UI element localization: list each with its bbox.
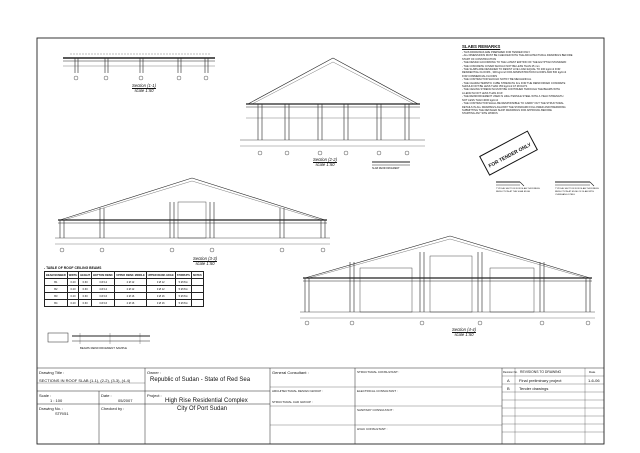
table-cell: 0.60 [79, 286, 92, 293]
slab-remark-line: NOT LESS THAN 4000 kg/cm2 [462, 98, 499, 102]
revision-text: Tender drawings [519, 386, 549, 391]
revision-date: 1-6-06 [588, 378, 600, 383]
slab-remarks-heading: SLABS REMARKS [462, 44, 501, 49]
roof-beam-table-header-cell: STIRRUPS [176, 273, 190, 277]
section-2-2-scale: scale 1:50 [315, 162, 335, 167]
table-row [45, 279, 204, 286]
section-4-4-label: Section (4-4) [452, 327, 476, 332]
revision-no: A [507, 378, 510, 383]
detail-2-caption: TYPICAL SECTION FOR SLAB THICKNESS REDUCTION AT EDGE OF SLAB WITH OVERHANG STEEL [555, 188, 599, 196]
table-cell: 3 Ø 12 [92, 279, 115, 286]
drawing-no-value: STR/51 [55, 411, 69, 416]
table-cell: B4 [45, 300, 68, 307]
table-row [45, 300, 204, 307]
project-line-2: City Of Port Sudan [177, 406, 228, 412]
table-cell: 5 Ø 8/m [175, 300, 191, 307]
table-cell: B3 [45, 293, 68, 300]
section-3-3-label: Section (3-3) [193, 256, 217, 261]
checked-by-label: Checked by : [101, 406, 125, 411]
table-cell: 0.20 [67, 293, 79, 300]
roof-beam-table-header-cell: BOTTOM REINF. [93, 273, 114, 277]
section-1-1-title [132, 83, 156, 93]
slab-reinforcement-label: SLAB REINFORCEMENT [372, 167, 400, 170]
section-4-4-scale: scale 1:50 [454, 332, 474, 337]
table-cell: 0.60 [79, 279, 92, 286]
section-2-2-label: Section (2-2) [313, 157, 337, 162]
slab-remark-line: - THE SLABS ARE DESIGNED TO RESIST LIVE LOAD EQUAL TO 200 kg/cm2 FOR [462, 68, 561, 72]
slab-remark-line: SHOULD NOT BE LESS THAN 350 kg/cm2 AT 28 DAYS [462, 85, 528, 89]
drawing-no-label: Drawing No. : [39, 406, 64, 411]
beam-sample-label: BEAMS REINFORCEMENT SAMPLE [80, 346, 128, 350]
revision-date-header: Date [589, 370, 596, 374]
roof-beam-table-header-cell: NOTES [192, 273, 202, 277]
architectural-group-label: ARCHITECTURAL DESIGN GROUP : [272, 389, 323, 393]
general-consultant-label: General Consultant : [272, 370, 309, 375]
date-label: Date : [101, 393, 112, 398]
table-cell: 5 Ø 8/m [175, 279, 191, 286]
table-cell: B2 [45, 286, 68, 293]
slab-remark-line: - THE DESIGN ACCORDING TO THE LATEST EDITION OF THE EGYPTIAN STANDARD [462, 61, 567, 65]
roof-beam-table-header [45, 272, 204, 279]
hvac-consultant-label: HVAC CONSULTANT : [357, 427, 388, 431]
slab-remarks-list [462, 51, 572, 116]
slab-remarks [462, 44, 572, 116]
table-cell: 3 Ø 16 [146, 300, 175, 307]
table-cell [191, 300, 203, 307]
date-value: 05/2007 [118, 398, 133, 403]
revision-no-header: Revision No. [503, 371, 518, 374]
structural-cad-group-label: STRUCTURAL CAD GROUP : [272, 400, 313, 404]
table-cell: 2 Ø 16 [115, 300, 147, 307]
slab-remark-line: - THE CHARACTERISTIC CUBE STRENGTH Fcu FOR THE REINFORCED CONCRETE [462, 81, 566, 85]
table-cell: 0.20 [67, 279, 79, 286]
slab-remark-line: - THE CEILING STRENGTH MUST BE CONTINUED THROUGH THE BEAMS WITH [462, 88, 560, 92]
slab-remark-line: RESIDENTIAL FLOORS , 300 kg/cm2 FOR ADMINISTRATION FLOORS AND 500 kg/cm2 [462, 71, 567, 75]
slab-remark-line: STARTING ANY SITE WORKS [462, 112, 498, 116]
roof-beam-table-header-cell: BEAM NUMBER [46, 273, 66, 277]
scale-value: 1 : 100 [50, 398, 63, 403]
table-cell: 5 Ø 8/m [175, 286, 191, 293]
roof-beam-table-header-cell: WIDTH [68, 273, 78, 277]
slab-remark-line: - ALL DIMENSIONS MUST BE CHECKED WITH THE ARCHITECTURAL DRAWINGS BEFORE [462, 54, 573, 58]
table-cell: 0.20 [67, 300, 79, 307]
roof-beam-table [44, 266, 204, 307]
slab-remark-line: - THE REINFORCEMENT USED IS HIGH TENSILE STEEL WITH A YIELD STRENGTH [462, 95, 564, 99]
slab-remark-line: - THE CONCRETE COVER SHOULD NOT BE LESS THAN 25 mm [462, 64, 540, 68]
slab-remark-line: SUBMITTING THE DETAILED SHOP DRAWINGS FOR APPROVAL BEFORE [462, 108, 552, 112]
tender-stamp-text: FOR TENDER ONLY [487, 141, 533, 170]
structural-consultant-label: STRUCTURAL CONSULTANT : [357, 370, 400, 374]
drawing-title-label: Drawing Title : [39, 370, 65, 375]
table-cell [191, 279, 203, 286]
table-cell: B1 [45, 279, 68, 286]
owner-label: Owner : [147, 370, 162, 375]
table-cell: 3 Ø 16 [92, 293, 115, 300]
table-cell: 3 Ø 16 [146, 293, 175, 300]
table-cell: 4 Ø 12 [92, 286, 115, 293]
section-4-4-title [452, 327, 476, 337]
section-1-1-scale: scale 1:50 [134, 88, 154, 93]
table-cell: 0.20 [67, 286, 79, 293]
owner-value: Republic of Sudan - State of Red Sea [150, 377, 251, 383]
table-cell: 2 Ø 12 [115, 279, 147, 286]
roof-beam-table-grid [44, 271, 204, 307]
slab-remark-line: - THIS DRAWINGS ARE PREPARED FOR TENDER ONLY [462, 51, 531, 54]
slab-remark-line: - THE CONTRACTOR SHALL BE RESPONSIBLE TO CARRY OUT THE STRUCTURAL [462, 102, 564, 106]
roof-beam-table-header-cell: UPPER REINF. EDGE [147, 273, 174, 277]
roof-beam-table-header-cell: UPPER REINF. MIDDLE [116, 273, 145, 277]
table-cell [191, 286, 203, 293]
table-cell: 2 Ø 16 [115, 293, 147, 300]
revision-no: B [507, 386, 510, 391]
section-3-3-scale: scale 1:50 [195, 261, 215, 266]
section-3-3-title [193, 256, 217, 266]
table-cell: 2 Ø 12 [115, 286, 147, 293]
slab-remark-line: A LENGTH NOT LESS THAN 40 Ø [462, 91, 503, 95]
roof-beam-table-body [45, 279, 204, 307]
table-row [45, 286, 204, 293]
slab-remark-line: - THE CONTRACTOR SHOULD NOTIFY BE MECHANICAL [462, 78, 532, 82]
table-cell: 0.60 [79, 293, 92, 300]
roof-beam-table-title: - TABLE OF ROOF CEILING BEAMS [44, 266, 102, 270]
sanitary-consultant-label: SANITARY CONSULTANT : [357, 408, 395, 412]
slab-remark-line: FOR COMMERCIAL FLOORS [462, 74, 498, 78]
drawing-title: SECTIONS IN ROOF SLAB (1-1), (2-2), (3-3), (4-4) [39, 378, 131, 383]
roof-beam-table-header-cell: HEIGHT [80, 273, 91, 277]
slab-remark-line: START OF CONSTRUCTION [462, 57, 497, 61]
table-cell: 5 Ø 8/m [175, 293, 191, 300]
revision-text: Final preliminary project [519, 378, 562, 383]
table-cell: 3 Ø 12 [146, 279, 175, 286]
section-2-2-title [313, 157, 337, 167]
scale-label: Scale : [39, 393, 52, 398]
revisions-header: REVISIONS TO DRAWING [520, 370, 562, 374]
project-label: Project : [147, 393, 162, 398]
table-cell: 3 Ø 16 [92, 300, 115, 307]
slab-remark-line: DETAILS IN ALL DRAWINGS AGAINST THE STANDARD FOLLOWED AND PREPARING [462, 105, 566, 109]
table-row [45, 293, 204, 300]
project-line-1: High Rise Residential Complex [165, 398, 248, 404]
electrical-consultant-label: ELECTRICAL CONSULTANT : [357, 389, 398, 393]
table-cell [191, 293, 203, 300]
table-cell: 3 Ø 12 [146, 286, 175, 293]
detail-1-caption: TYPICAL SECTION FOR SLAB THICKNESS REDUCTION AT THE SLAB EDGE [496, 188, 540, 193]
table-cell: 0.60 [79, 300, 92, 307]
section-1-1-label: Section (1-1) [132, 83, 156, 88]
